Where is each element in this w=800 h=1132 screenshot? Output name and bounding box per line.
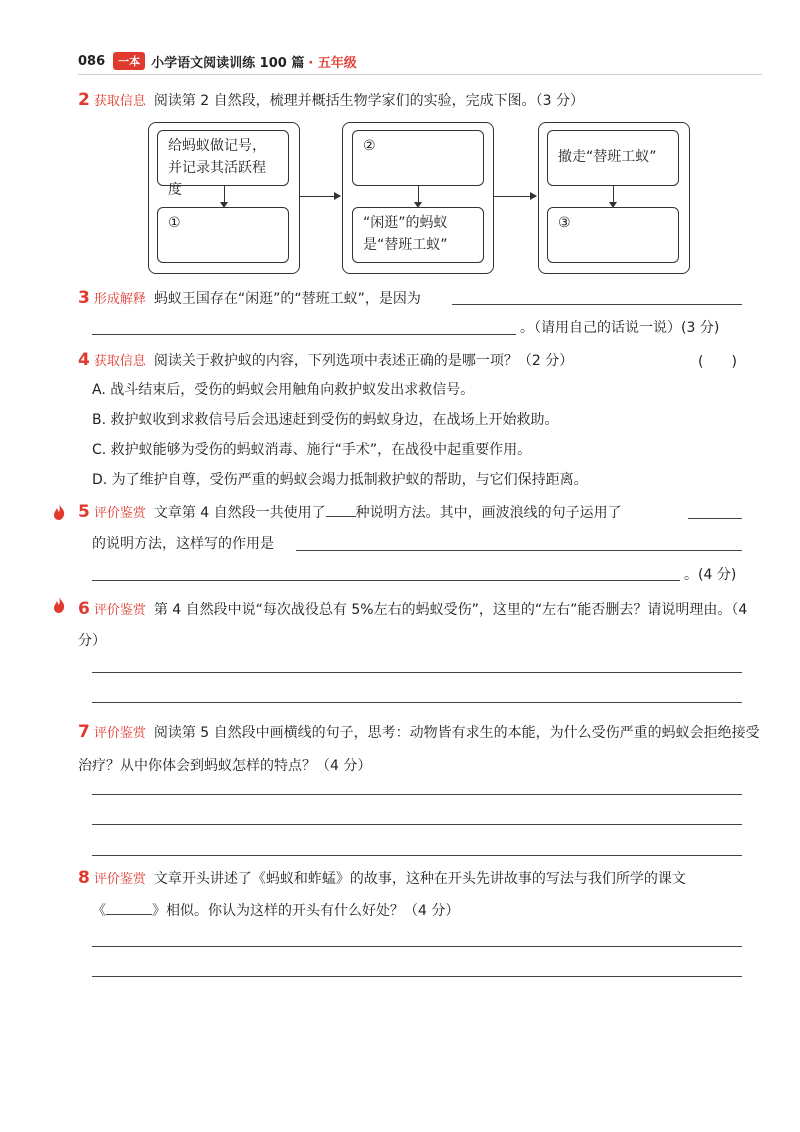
difficulty-flame-icon xyxy=(52,596,66,614)
option-a[interactable]: A. 战斗结束后，受伤的蚂蚁会用触角向救护蚁发出求救信号。 xyxy=(92,382,475,398)
arrow-right-2 xyxy=(494,196,536,197)
question-tag: 评价鉴赏 xyxy=(93,603,146,618)
arrow-right-1 xyxy=(300,196,340,197)
question-number: 6 xyxy=(78,599,90,619)
blank-lesson-title[interactable] xyxy=(106,900,152,915)
option-b[interactable]: B. 救护蚁收到求救信号后会迅速赶到受伤的蚂蚁身边，在战场上开始救助。 xyxy=(92,412,559,428)
question-text: 阅读关于救护蚁的内容，下列选项中表述正确的是哪一项？（2 分） xyxy=(153,353,574,369)
question-6 xyxy=(78,594,760,656)
question-text: 第 4 自然段中说“每次战役总有 5%左右的蚂蚁受伤”，这里的“左右”能否删去？请说明理由。（4 分） xyxy=(78,602,748,649)
grade-label: · 五年级 xyxy=(308,55,357,71)
question-text: 阅读第 2 自然段，梳理并概括生物学家们的实验，完成下图。（3 分） xyxy=(153,93,585,109)
question-text-a: 文章第 4 自然段一共使用了 xyxy=(153,505,326,521)
question-number: 5 xyxy=(78,502,90,522)
option-c[interactable]: C. 救护蚁能够为受伤的蚂蚁消毒、施行“手术”，在战役中起重要作用。 xyxy=(92,442,532,458)
answer-line[interactable] xyxy=(92,702,742,703)
question-7 xyxy=(78,716,760,782)
question-4 xyxy=(78,350,760,372)
answer-line[interactable] xyxy=(296,550,742,551)
question-text-b: 种说明方法。其中，画波浪线的句子运用了 xyxy=(355,505,622,521)
answer-line[interactable] xyxy=(92,824,742,825)
question-text: 蚂蚁王国存在“闲逛”的“替班工蚁”，是因为 xyxy=(153,291,421,307)
answer-line[interactable] xyxy=(92,672,742,673)
book-title: 小学语文阅读训练 100 篇 xyxy=(151,55,305,71)
question-tag: 形成解释 xyxy=(93,292,146,307)
arrow-down-2 xyxy=(418,186,419,206)
answer-line[interactable] xyxy=(452,304,742,305)
option-d[interactable]: D. 为了维护自尊，受伤严重的蚂蚁会竭力抵制救护蚁的帮助，与它们保持距离。 xyxy=(92,472,588,488)
question-number: 7 xyxy=(78,722,90,742)
arrow-down-1 xyxy=(224,186,225,206)
answer-box-1[interactable]: ① xyxy=(157,207,289,263)
q3-tail: 。（请用自己的话说一说）(3 分) xyxy=(520,320,720,336)
page-number: 086 xyxy=(78,53,106,69)
question-5 xyxy=(78,502,622,524)
question-number: 3 xyxy=(78,288,90,308)
question-text: 阅读第 5 自然段中画横线的句子，思考：动物皆有求生的本能，为什么受伤严重的蚂蚁会拒绝接受治疗？从中你体会到蚂蚁怎样的特点？（4 分） xyxy=(78,725,760,774)
question-3 xyxy=(78,288,421,310)
answer-line[interactable] xyxy=(92,580,680,581)
question-number: 2 xyxy=(78,90,90,110)
answer-box-2[interactable]: ② xyxy=(352,130,484,186)
answer-paren[interactable]: ( ) xyxy=(698,354,737,370)
answer-line[interactable] xyxy=(92,334,516,335)
question-2 xyxy=(78,90,760,112)
answer-line[interactable] xyxy=(92,855,742,856)
question-tag: 评价鉴赏 xyxy=(93,872,146,887)
difficulty-flame-icon xyxy=(52,503,66,521)
header-divider xyxy=(78,74,762,75)
arrow-down-3 xyxy=(613,186,614,206)
brand-logo: 一本 xyxy=(113,52,145,70)
answer-line[interactable] xyxy=(92,946,742,947)
question-number: 8 xyxy=(78,868,90,888)
question-8-line-2 xyxy=(92,900,760,921)
answer-box-3[interactable]: ③ xyxy=(547,207,679,263)
answer-line[interactable] xyxy=(92,976,742,977)
question-text-a: 文章开头讲述了《蚂蚁和蚱蜢》的故事，这种在开头先讲故事的写法与我们所学的课文 xyxy=(153,871,686,887)
q5-score: 。(4 分) xyxy=(684,567,737,583)
answer-line[interactable] xyxy=(688,518,742,519)
question-number: 4 xyxy=(78,350,90,370)
question-tag: 获取信息 xyxy=(93,354,146,369)
question-tag: 评价鉴赏 xyxy=(93,506,146,521)
diagram-box-g2-bottom: “闲逛”的蚂蚁是“替班工蚁” xyxy=(352,207,484,263)
blank-count[interactable] xyxy=(326,502,356,517)
question-tag: 评价鉴赏 xyxy=(93,726,146,741)
question-8 xyxy=(78,868,760,890)
question-text-b: 《 xyxy=(92,903,106,919)
question-tag: 获取信息 xyxy=(93,94,146,109)
answer-line[interactable] xyxy=(92,794,742,795)
page-header xyxy=(78,50,357,72)
q5-text-c: 的说明方法，这样写的作用是 xyxy=(92,536,274,552)
diagram-box-g3-top: 撤走“替班工蚁” xyxy=(547,130,679,186)
diagram-box-g1-top: 给蚂蚁做记号，并记录其活跃程度 xyxy=(157,130,289,186)
question-text-c: 》相似。你认为这样的开头有什么好处？（4 分） xyxy=(152,903,460,919)
